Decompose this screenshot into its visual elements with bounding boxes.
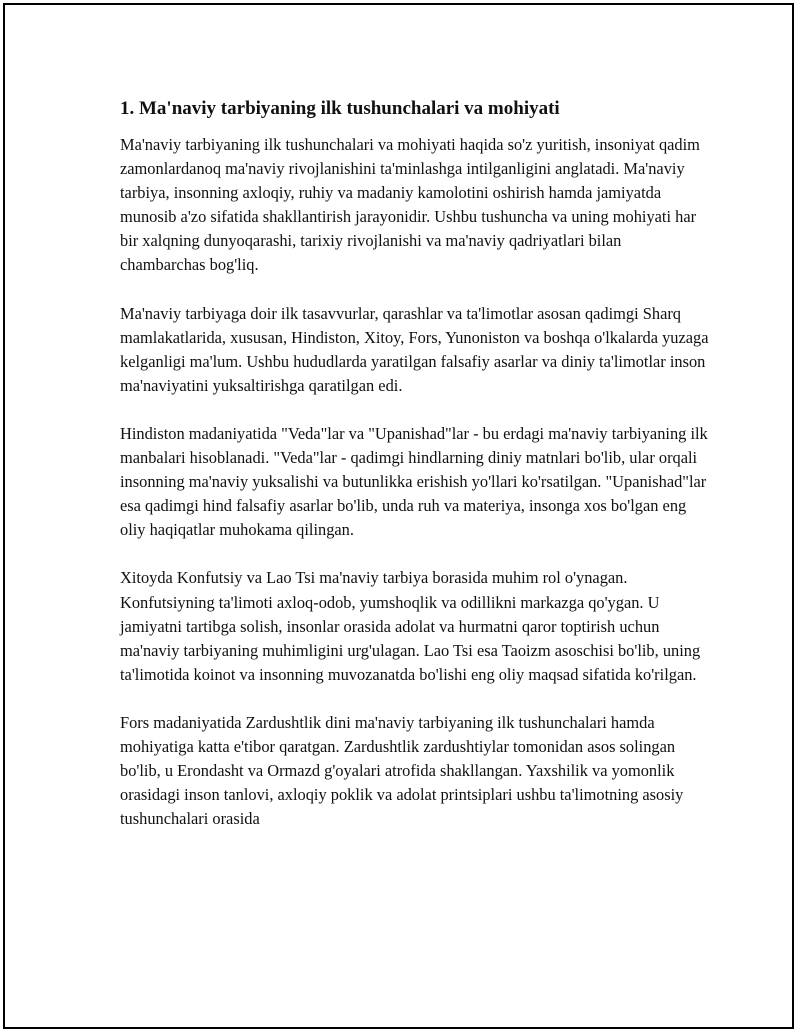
paragraph: Fors madaniyatida Zardushtlik dini ma'naviy tarbiyaning ilk tushunchalari hamda mohiyatiga katta e'tibor qaratgan. Zardushtlik zardushtiylar tomonidan asos solingan bo'lib, u Erondasht va Ormazd g'oyalari atrofida shakllangan. Yaxshilik va yomonlik orasidagi inson tanlovi, axloqiy poklik va adolat printsiplari ushbu ta'limotning asosiy tushunchalari orasida xyxy=(120,712,684,829)
paragraph: Ma'naviy tarbiyaga doir ilk tasavvurlar, qarashlar va ta'limotlar asosan qadimgi Sharq mamlakatlarida, xususan, Hindiston, Xitoy, Fors, Yunoniston va boshqa o'lkalarda yuzaga kelganligi ma'lum. Ushbu hududlarda yaratilgan falsafiy asarlar va diniy ta'limotlar inson ma'naviyatini yuksaltirishga qaratilgan edi. xyxy=(120,303,709,395)
paragraph: Hindiston madaniyatida "Veda"lar va "Upanishad"lar - bu erdagi ma'naviy tarbiyaning ilk manbalari hisoblanadi. "Veda"lar - qadimgi hindlarning diniy matnlari bo'lib, ular orqali insonning ma'naviy yuksalishi va butunlikka erishish yo'llari ko'rsatilgan. "Upanishad"lar esa qadimgi hind falsafiy asarlar bo'lib, unda ruh va materiya, insonga xos bo'lgan eng oliy haqiqatlar muhokama qilingan. xyxy=(120,423,708,540)
paragraph: Xitoyda Konfutsiy va Lao Tsi ma'naviy tarbiya borasida muhim rol o'ynagan. Konfutsiyning ta'limoti axloq-odob, yumshoqlik va odillikni markazga qo'ygan. U jamiyatni tartibga solish, insonlar orasida adolat va hurmatni qaror toptirish uchun ma'naviy tarbiyaning muhimligini urg'ulagan. Lao Tsi esa Taoizm asoschisi bo'lib, uning ta'limotida koinot va insonning muvozanatda bo'lishi eng oliy maqsad sifatida ko'rilgan. xyxy=(120,568,701,684)
section-heading: 1. Ma'naviy tarbiyaning ilk tushunchalari va mohiyati xyxy=(120,98,560,119)
document-body xyxy=(120,96,710,831)
paragraph: Ma'naviy tarbiyaning ilk tushunchalari va mohiyati haqida so'z yuritish, insoniyat qadim zamonlardanoq ma'naviy rivojlanishini ta'minlashga intilganligini anglatadi. Ma'naviy tarbiya, insonning axloqiy, ruhiy va madaniy kamolotini oshirish hamda jamiyatda munosib a'zo sifatida shakllantirish jarayonidir. Ushbu tushuncha va uning mohiyati har bir xalqning dunyoqarashi, tarixiy rivojlanishi va ma'naviy qadriyatlari bilan chambarchas bog'liq. xyxy=(120,135,700,275)
document-page xyxy=(3,3,794,1029)
